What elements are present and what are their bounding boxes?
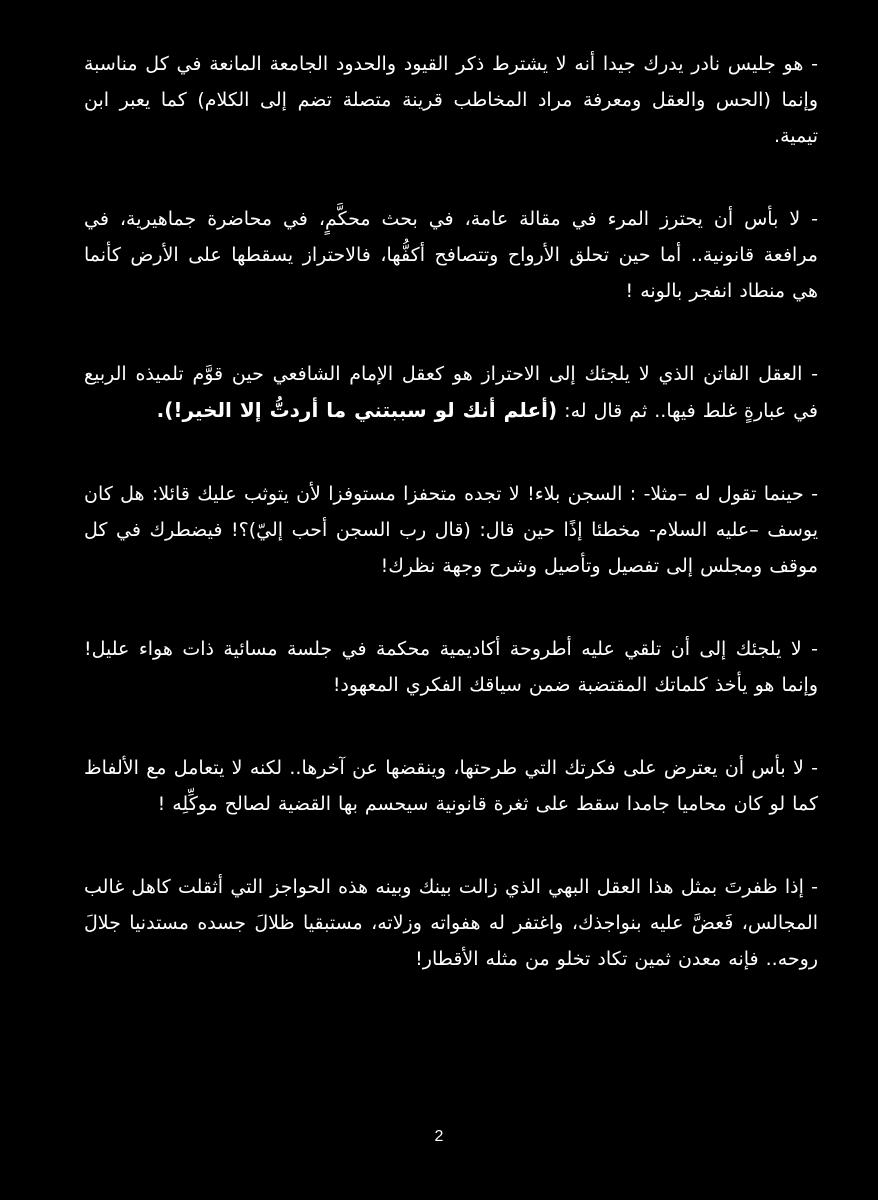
page-number: 2 — [434, 1128, 444, 1145]
paragraph-3-bold-quote: (أعلم أنك لو سببتني ما أردتُّ إلا الخير!). — [156, 398, 558, 422]
paragraph-4: - حينما تقول له –مثلا- : السجن بلاء! لا تجده متحفزا مستوفزا لأن يتوثب عليك قائلا: هل كان يوسف –عليه السلام- مخطئا إذًا حين قال: (قال رب السجن أحب إليّ)؟! فيضطرك في كل موقف ومجلس إلى تفصيل وتأصيل وشرح وجهة نظرك! — [84, 483, 818, 577]
paragraph-3-text: - العقل الفاتن الذي لا يلجئك إلى الاحتراز هو كعقل الإمام الشافعي حين قوَّم تلميذه الربيع في عبارةٍ غلط فيها.. ثم قال له: — [84, 363, 818, 422]
paragraph-2: - لا بأس أن يحترز المرء في مقالة عامة، في بحث محكَّمٍ، في محاضرة جماهيرية، في مرافعة قانونية.. أما حين تحلق الأرواح وتتصافح أكفُّها، فالاحتراز يسقطها على الأرض كأنما هي منطاد انفجر بالونه ! — [84, 208, 818, 302]
paragraph-3 — [84, 356, 818, 429]
paragraph-1: - هو جليس نادر يدرك جيدا أنه لا يشترط ذكر القيود والحدود الجامعة المانعة في كل مناسبة وإنما (الحس والعقل ومعرفة مراد المخاطب قرينة متصلة تضم إلى الكلام) كما يعبر ابن تيمية. — [84, 53, 818, 147]
document-body — [84, 46, 818, 1024]
paragraph-7: - إذا ظفرتَ بمثل هذا العقل البهي الذي زالت بينك وبينه هذه الحواجز التي أثقلت كاهل غالب المجالس، فَعضَّ عليه بنواجذك، واغتفر له هفواته وزلاته، مستبقيا ظلالَ جسده مستدنيا جلالَ روحه.. فإنه معدن ثمين تكاد تخلو من مثله الأقطار! — [84, 876, 818, 970]
paragraph-6: - لا بأس أن يعترض على فكرتك التي طرحتها، وينقضها عن آخرها.. لكنه لا يتعامل مع الألفاظ كما لو كان محاميا جامدا سقط على ثغرة قانونية سيحسم بها القضية لصالح موكِّلِه ! — [84, 757, 818, 815]
paragraph-5: - لا يلجئك إلى أن تلقي عليه أطروحة أكاديمية محكمة في جلسة مسائية ذات هواء عليل! وإنما هو يأخذ كلماتك المقتضبة ضمن سياقك الفكري المعهود! — [84, 638, 818, 696]
